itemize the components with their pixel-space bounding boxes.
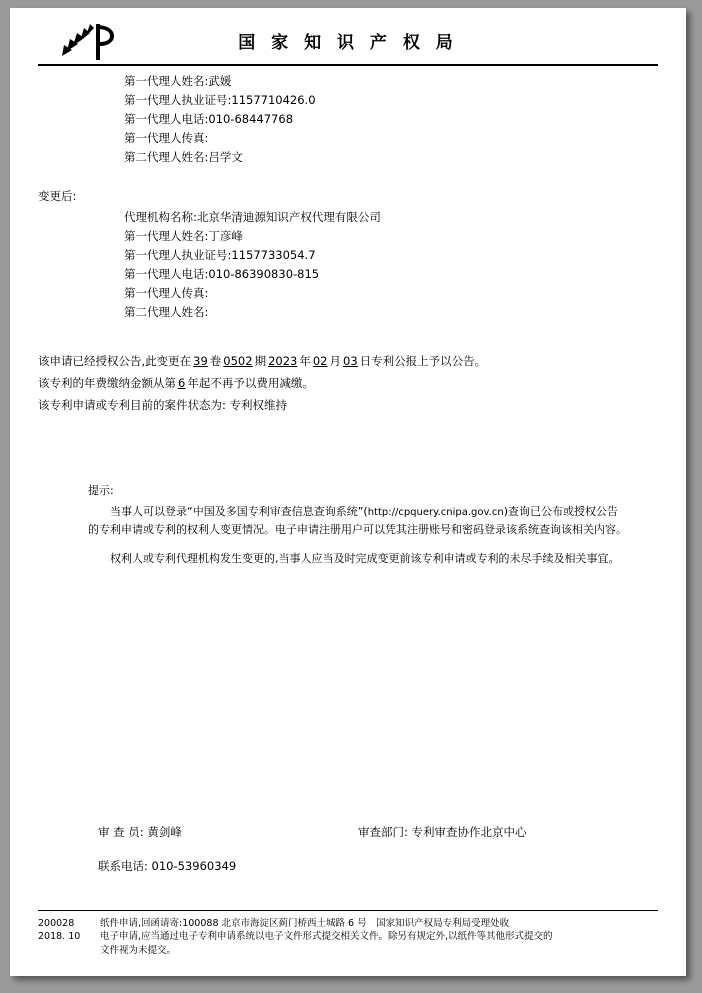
after-line: 第二代理人姓名: [124,305,209,319]
tips-title: 提示: [88,484,114,497]
statement-announcement [38,356,658,378]
after-change-label: 变更后: [38,189,77,203]
document-footer [38,910,658,958]
before-change-block [124,76,658,171]
statement-case-status: 该专利申请或专利目前的案件状态为: 专利权维持 [38,398,288,412]
before-line: 第一代理人执业证号:1157710426.0 [124,93,316,107]
examiner-name: 黄剑峰 [147,825,182,839]
footer-line-3: 文件视为未提交。 [100,945,177,957]
statement-text-e: 月 [329,354,341,368]
department-name: 专利审查协作北京中心 [411,825,527,839]
statement-text-b: 卷 [209,354,222,368]
day-value: 03 [343,354,358,368]
before-line: 第一代理人传真: [124,131,209,145]
after-line: 代理机构名称:北京华清迪源知识产权代理有限公司 [124,210,381,224]
document-header [38,22,658,66]
month-value: 02 [312,354,328,368]
statements-block [38,356,658,422]
contact-number: 010-53960349 [151,859,237,873]
department-field [358,824,658,850]
volume-value: 39 [193,354,208,368]
footer-line-2: 电子申请,应当通过电子专利申请系统以电子文件形式提交相关文件。除另有规定外,以纸件等其他形式提交的 [100,931,553,943]
after-line: 第一代理人执业证号:1157733054.7 [124,248,316,262]
after-line: 第一代理人传真: [124,286,209,300]
tips-paragraph-1 [88,503,628,538]
after-line: 第一代理人电话:010-86390830-815 [124,267,320,281]
fee-text-b: 年起不再予以费用减缴。 [187,376,314,390]
contact-label: 联系电话: [98,859,148,873]
tips-text-b: )查询已公布或授权公告的专利申请或专利的权利人变更情况。电子申请注册用户可以凭其注册账号和密码登录该系统查询该相关内容。 [88,505,627,536]
footer-code-1: 200028 [38,917,75,929]
issue-value: 0502 [223,354,253,368]
examiner-label: 审 查 员: [98,825,144,839]
cnipa-emblem-icon [60,22,122,62]
statement-text-c: 期 [254,354,267,368]
footer-line-1: 纸件申请,回函请寄:100088 北京市海淀区蓟门桥西土城路 6 号 国家知识产权局专利局受理处收 [100,917,510,929]
cpquery-link[interactable]: http://cpquery.cnipa.gov.cn [367,507,504,519]
signature-block [38,824,658,880]
before-line: 第一代理人姓名:武媛 [124,74,232,88]
statement-text-a: 该申请已经授权公告,此变更在 [38,354,192,368]
document-page [10,8,686,976]
page-title: 国 家 知 识 产 权 局 [238,32,458,53]
footer-code-2: 2018. 10 [38,931,81,943]
signature-row [98,824,658,850]
before-line: 第二代理人姓名:吕学文 [124,150,243,164]
contact-field [98,858,658,880]
before-line: 第一代理人电话:010-68447768 [124,112,294,126]
document-body [38,66,658,567]
footer-text [100,917,658,958]
after-change-block [124,212,658,326]
after-line: 第一代理人姓名:丁彦峰 [124,229,243,243]
statement-text-f: 日专利公报上予以公告。 [359,354,487,368]
department-label: 审查部门: [358,825,408,839]
fee-text-a: 该专利的年费缴纳金额从第 [38,376,176,390]
tips-block [88,482,658,567]
fee-year-value: 6 [178,376,186,390]
year-value: 2023 [268,354,298,368]
tips-paragraph-2: 权利人或专利代理机构发生变更的,当事人应当及时完成变更前该专利申请或专利的未尽手续及相关事宜。 [110,551,620,565]
footer-codes [38,917,100,958]
examiner-field [98,824,358,850]
statement-annual-fee [38,378,658,400]
tips-text-a: 当事人可以登录“中国及多国专利审查信息查询系统”( [110,505,368,519]
statement-text-d: 年 [299,354,311,368]
